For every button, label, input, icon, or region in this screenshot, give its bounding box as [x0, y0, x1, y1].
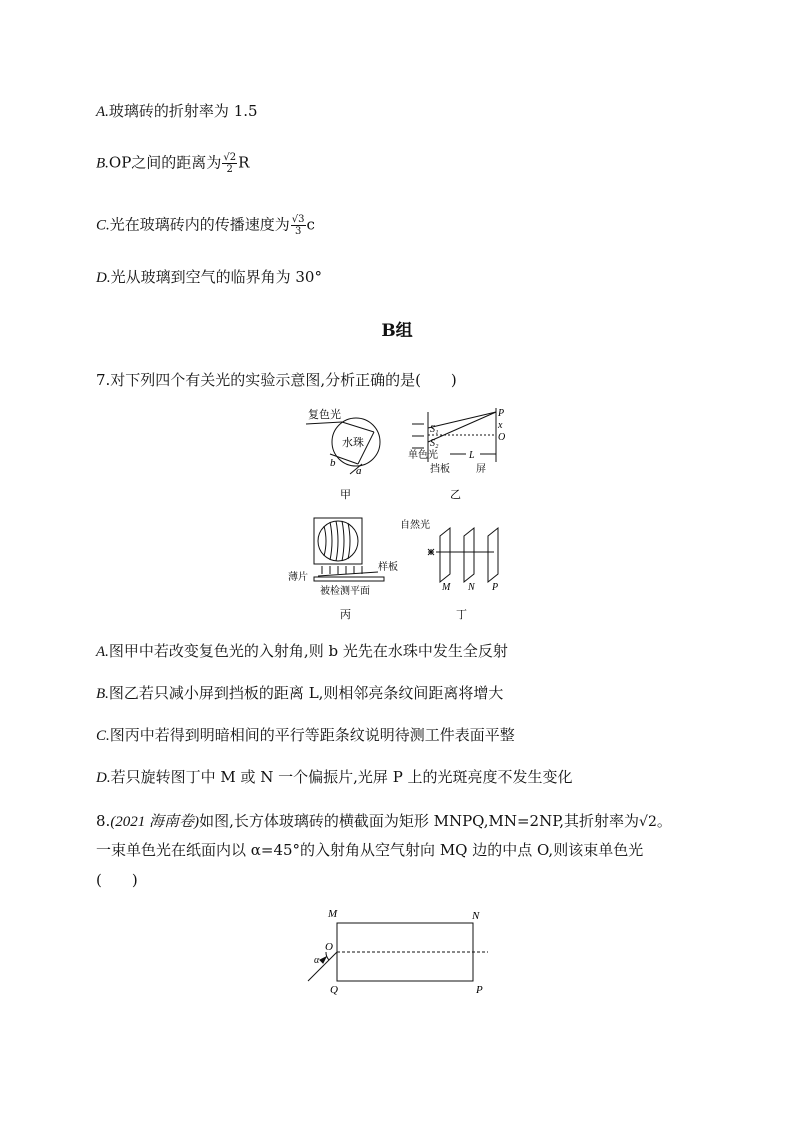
arrow-head — [320, 957, 326, 963]
label-natural-light: 自然光 — [400, 520, 430, 531]
refracted-ray-inner — [342, 422, 374, 432]
label-sample: 样板 — [378, 562, 398, 573]
interference-fringes — [324, 521, 350, 561]
label-n: N — [468, 582, 475, 593]
option-text: 光从玻璃到空气的临界角为 30° — [110, 268, 322, 286]
label-screen: 屏 — [476, 464, 486, 475]
label-p-screen: P — [492, 582, 499, 593]
q8-line-2: 一束单色光在纸面内以 α=45°的入射角从空气射向 MQ 边的中点 O,则该束单色光 — [96, 841, 644, 859]
option-text: 光在玻璃砖内的传播速度为 — [109, 215, 290, 234]
option-letter: B. — [96, 155, 109, 172]
label-s1: S₁ — [430, 424, 439, 435]
q6-option-c — [96, 214, 315, 237]
question-text: 如图,长方体玻璃砖的横截面为矩形 MNPQ,MN=2NP,其折射率为 — [199, 812, 640, 830]
fraction-numerator: √3 — [291, 214, 305, 225]
q6-option-b — [96, 152, 249, 175]
label-n: N — [472, 910, 480, 922]
q7-stem: 7.对下列四个有关光的实验示意图,分析正确的是( ) — [96, 371, 457, 389]
caption-ding: 丁 — [456, 608, 467, 621]
q7-figures-top — [300, 402, 510, 506]
option-letter: D. — [96, 770, 111, 786]
option-letter: A. — [96, 644, 109, 660]
label-compound-light: 复色光 — [308, 408, 341, 421]
screen-p — [488, 528, 498, 582]
figure-ding — [428, 528, 498, 582]
q6-option-d — [96, 267, 322, 288]
option-text: 玻璃砖的折射率为 1.5 — [108, 102, 258, 120]
figure-bing — [314, 518, 384, 581]
label-a: a — [356, 465, 362, 477]
label-water-drop: 水珠 — [342, 436, 364, 449]
fraction-numerator: √2 — [223, 152, 237, 163]
q7-option-a — [96, 641, 508, 662]
label-o: O — [498, 432, 506, 443]
polarizer-n — [464, 528, 474, 582]
fraction-denominator: 2 — [226, 164, 233, 175]
incident-ray — [308, 952, 337, 981]
option-text-end: c — [306, 215, 315, 234]
label-m: M — [328, 908, 338, 920]
caption-jia: 甲 — [340, 488, 351, 501]
caption-yi: 乙 — [450, 488, 461, 501]
option-text: OP之间的距离为 — [108, 153, 222, 172]
label-b: b — [330, 457, 336, 469]
option-text: 图甲中若改变复色光的入射角,则 b 光先在水珠中发生全反射 — [108, 642, 508, 660]
sample-plate — [318, 572, 378, 576]
label-tested-plane: 被检测平面 — [320, 586, 370, 597]
question-number: 8. — [96, 812, 111, 830]
q7-option-d — [96, 767, 573, 788]
question-source: (2021 海南卷) — [110, 814, 200, 830]
option-letter: A. — [96, 104, 109, 120]
angle-arc — [326, 952, 329, 960]
option-letter: B. — [96, 686, 109, 702]
q8-figure — [300, 905, 500, 997]
question-text-end: 。 — [656, 812, 672, 830]
option-text-end: R — [238, 153, 250, 172]
fraction-denominator: 3 — [294, 226, 302, 237]
label-film: 薄片 — [288, 572, 308, 583]
label-p: P — [476, 984, 483, 996]
option-letter: C. — [96, 217, 110, 234]
incident-ray — [306, 422, 342, 424]
fraction — [291, 214, 306, 237]
q8-line-3: ( ) — [96, 871, 138, 889]
label-alpha: α — [314, 955, 320, 966]
option-letter: C. — [96, 728, 110, 744]
label-m: M — [442, 582, 451, 593]
label-baffle: 挡板 — [430, 464, 450, 475]
label-s2: S₂ — [430, 438, 439, 449]
q7-option-c — [96, 725, 515, 746]
group-heading: B组 — [381, 321, 413, 341]
label-q: Q — [330, 984, 338, 996]
test-plane — [314, 577, 384, 581]
label-x: x — [498, 420, 503, 431]
light-source-icon — [428, 549, 434, 555]
option-text: 若只旋转图丁中 M 或 N 一个偏振片,光屏 P 上的光斑亮度不发生变化 — [110, 768, 573, 786]
label-l: L — [469, 450, 475, 461]
label-mono-light: 单色光 — [408, 450, 438, 461]
fraction — [222, 152, 237, 175]
option-text: 图乙若只减小屏到挡板的距离 L,则相邻亮条纹间距离将增大 — [108, 684, 504, 702]
polarizer-m — [440, 528, 450, 582]
q7-option-b — [96, 683, 503, 704]
label-p: P — [498, 408, 505, 419]
sqrt-two: √2 — [639, 814, 657, 830]
option-text: 图丙中若得到明暗相间的平行等距条纹说明待测工件表面平整 — [109, 726, 515, 744]
label-o: O — [325, 941, 333, 953]
option-letter: D. — [96, 270, 111, 286]
q7-figures-bottom — [284, 514, 510, 626]
q6-option-a — [96, 101, 258, 122]
caption-bing: 丙 — [340, 608, 351, 621]
q8-line-1 — [96, 811, 672, 832]
